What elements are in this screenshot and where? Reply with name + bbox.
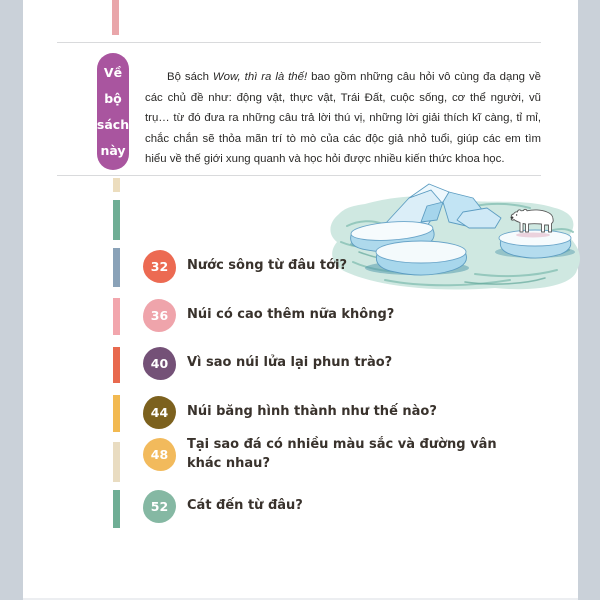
toc-entry-title: Núi băng hình thành như thế nào? bbox=[187, 404, 437, 420]
badge-line: bộ bbox=[104, 90, 122, 106]
decor-top-bar bbox=[112, 0, 119, 35]
toc-page-number-badge: 36 bbox=[143, 299, 176, 332]
ice-floe-front bbox=[376, 241, 467, 275]
divider-bottom bbox=[57, 175, 541, 176]
toc-entry[interactable] bbox=[143, 436, 517, 473]
polar-bear-ice-floes-illustration bbox=[325, 182, 583, 294]
decor-side-bar bbox=[113, 178, 120, 192]
bear-nose bbox=[511, 217, 514, 219]
decor-side-bar bbox=[113, 442, 120, 482]
decor-side-bar bbox=[113, 298, 120, 335]
toc-entry-title: Tại sao đá có nhiều màu sắc và đường vân khác nhau? bbox=[187, 437, 497, 471]
badge-line: Về bbox=[103, 64, 123, 80]
decor-side-bar bbox=[113, 395, 120, 432]
toc-entry[interactable] bbox=[143, 299, 394, 332]
decor-side-bar bbox=[113, 347, 120, 383]
toc-entry-title: Núi có cao thêm nữa không? bbox=[187, 307, 395, 323]
book-page bbox=[23, 0, 578, 600]
intro-paragraph bbox=[145, 67, 541, 169]
decor-side-bar bbox=[113, 490, 120, 528]
toc-entry-title: Vì sao núi lửa lại phun trào? bbox=[187, 355, 393, 371]
badge-line: này bbox=[100, 142, 126, 158]
decor-side-bar bbox=[113, 248, 120, 287]
toc-entry-title: Nước sông từ đâu tới? bbox=[187, 258, 348, 274]
toc-page-number-badge: 40 bbox=[143, 347, 176, 380]
divider-top bbox=[57, 42, 541, 43]
intro-prefix: Bộ sách bbox=[167, 71, 213, 84]
bear-eye bbox=[516, 214, 517, 215]
decor-side-bar bbox=[113, 200, 120, 240]
series-title: Wow, thì ra là thế! bbox=[212, 71, 308, 84]
toc-entry-title: Cát đến từ đâu? bbox=[187, 498, 303, 514]
toc-entry[interactable] bbox=[143, 490, 303, 523]
intro-body: bao gồm những câu hỏi vô cùng đa dạng về các chủ đề như: động vật, thực vật, Trái Đất, cuộc sống, cơ thể người, vũ trụ… từ đó đưa ra những câu trả lời thú vị, những lời giải thích kĩ càng, tỉ mỉ, chắc chắn sẽ thỏa mãn trí tò mò của các độc giả nhỏ tuổi, giúp các em tìm hiểu về thế giới xung quanh và học hỏi được nhiều kiến thức khoa học. bbox=[145, 71, 541, 166]
toc-page-number-badge: 52 bbox=[143, 490, 176, 523]
ice-floe-bear bbox=[499, 230, 571, 258]
toc-entry[interactable] bbox=[143, 347, 392, 380]
toc-entry[interactable] bbox=[143, 250, 347, 283]
toc-page-number-badge: 44 bbox=[143, 396, 176, 429]
toc-entry[interactable] bbox=[143, 396, 437, 429]
badge-line: sách bbox=[96, 116, 130, 132]
toc-page-number-badge: 48 bbox=[143, 438, 176, 471]
toc-page-number-badge: 32 bbox=[143, 250, 176, 283]
section-badge bbox=[97, 53, 129, 170]
